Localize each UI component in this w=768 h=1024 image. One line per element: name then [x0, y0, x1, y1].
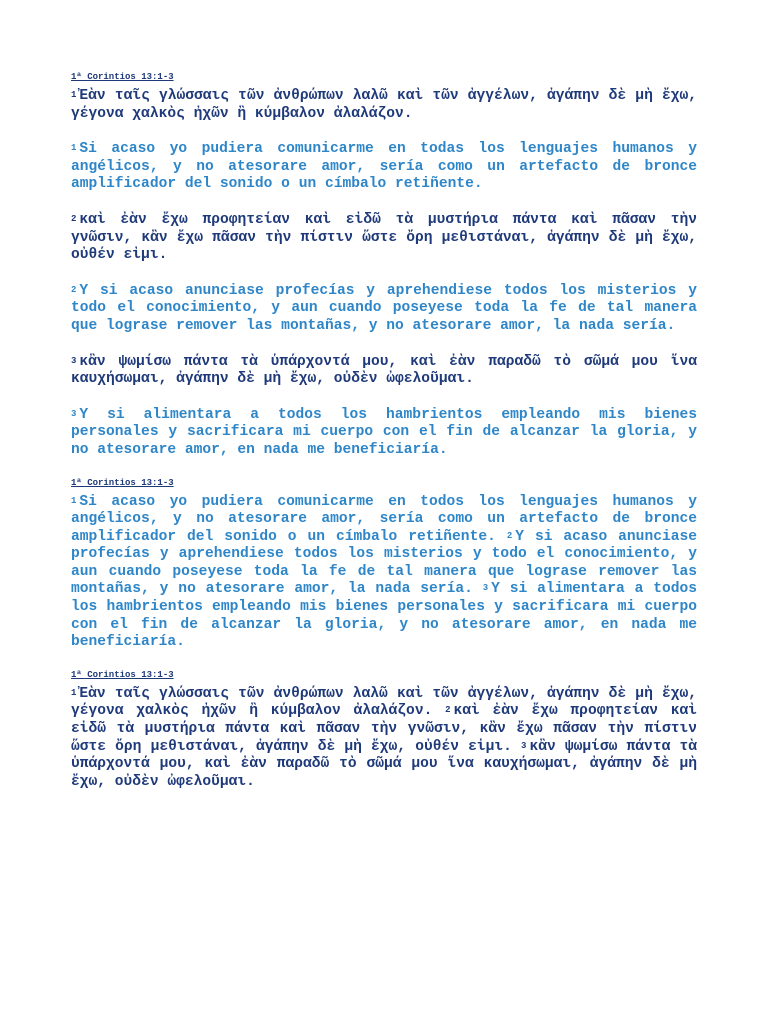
verse-text: καὶ ἐὰν ἔχω προφητείαν καὶ εἰδῶ τὰ μυστήρια πάντα καὶ πᾶσαν τὴν γνῶσιν, κἂν ἔχω πᾶσαν τὴν πίστιν ὥστε ὄρη μεθιστάναι, ἀγάπην δὲ μὴ ἔχω, οὐθέν εἰμι. — [71, 211, 697, 264]
verse-number: 3 — [482, 583, 489, 594]
verse-text: κἂν ψωμίσω πάντα τὰ ὑπάρχοντά μου, καὶ ἐὰν παραδῶ τὸ σῶμά μου ἵνα καυχήσωμαι, ἀγάπην δὲ μὴ ἔχω, οὐδὲν ὠφελοῦμαι. — [71, 353, 697, 388]
verse-text: καὶ ἐὰν ἔχω προφητείαν καὶ εἰδῶ τὰ μυστήρια πάντα καὶ πᾶσαν τὴν γνῶσιν, κἂν ἔχω πᾶσαν τὴν πίστιν ὥστε ὄρη μεθιστάναι, ἀγάπην δὲ μὴ ἔχω, οὐθέν εἰμι. — [71, 703, 697, 755]
verse-text: Y si alimentara a todos los hambrientos empleando mis bienes personales y sacrificara mi cuerpo con el fin de alcanzar la gloria, y no atesorare amor, en nada me beneficiaría. — [71, 406, 697, 458]
section3-greek-paragraph — [71, 686, 697, 792]
verse-number: 2 — [71, 284, 77, 295]
verse-number: 1 — [71, 495, 77, 506]
verse-number: 1 — [71, 687, 77, 698]
section1-greek-verse-1 — [71, 88, 697, 123]
section1-spanish-verse-1 — [71, 141, 697, 194]
section1-greek-verse-3 — [71, 354, 697, 389]
verse-number: 1 — [71, 90, 77, 100]
verse-text: Si acaso yo pudiera comunicarme en todas los lenguajes humanos y angélicos, y no atesorare amor, sería como un artefacto de bronce amplificador del sonido o un címbalo retiñente. — [71, 141, 697, 193]
section1-reference: 1ª Corintios 13:1-3 — [71, 72, 174, 82]
verse-text: Ἐὰν ταῖς γλώσσαις τῶν ἀνθρώπων λαλῶ καὶ τῶν ἀγγέλων, ἀγάπην δὲ μὴ ἔχω, γέγονα χαλκὸς ἠχῶν ἢ κύμβαλον ἀλαλάζον. — [71, 685, 697, 720]
verse-number: 1 — [71, 143, 77, 154]
verse-number: 3 — [71, 408, 77, 419]
verse-text: κἂν ψωμίσω πάντα τὰ ὑπάρχοντά μου, καὶ ἐὰν παραδῶ τὸ σῶμά μου ἵνα καυχήσωμαι, ἀγάπην δὲ μὴ ἔχω, οὐδὲν ὠφελοῦμαι. — [71, 738, 697, 790]
section2-reference: 1ª Corintios 13:1-3 — [71, 477, 174, 488]
document-page — [71, 70, 697, 791]
verse-number: 3 — [71, 355, 77, 366]
verse-number: 3 — [521, 740, 527, 751]
verse-text: Y si acaso anunciase profecías y aprehendiese todos los misterios y todo el conocimiento, y aun cuando poseyese toda la fe de tal manera que lograse remover las montañas, y no atesorare amor, la nada sería. — [71, 528, 697, 598]
section3-reference: 1ª Corintios 13:1-3 — [71, 669, 174, 680]
verse-text: Y si acaso anunciase profecías y aprehendiese todos los misterios y todo el conocimiento, y aun cuando poseyese toda la fe de tal manera que lograse remover las montañas, y no atesorare amor, la nada sería. — [71, 282, 697, 334]
verse-text: Ἐὰν ταῖς γλώσσαις τῶν ἀνθρώπων λαλῶ καὶ τῶν ἀγγέλων, ἀγάπην δὲ μὴ ἔχω, γέγονα χαλκὸς ἠχῶν ἢ κύμβαλον ἀλαλάζον. — [71, 88, 697, 122]
section2-spanish-paragraph — [71, 494, 697, 652]
verse-text: Si acaso yo pudiera comunicarme en todos los lenguajes humanos y angélicos, y no atesorare amor, sería como un artefacto de bronce amplificador del sonido o un címbalo retiñente. — [71, 493, 697, 545]
section1-spanish-verse-2 — [71, 283, 697, 336]
verse-number: 2 — [506, 530, 513, 541]
section1-greek-verse-2 — [71, 212, 697, 265]
verse-number: 2 — [71, 213, 77, 224]
verse-number: 2 — [445, 705, 451, 716]
section1-spanish-verse-3 — [71, 407, 697, 460]
verse-text: Y si alimentara a todos los hambrientos empleando mis bienes personales y sacrificara mi cuerpo con el fin de alcanzar la gloria, y no atesorare amor, en nada me beneficiaría. — [71, 581, 697, 651]
